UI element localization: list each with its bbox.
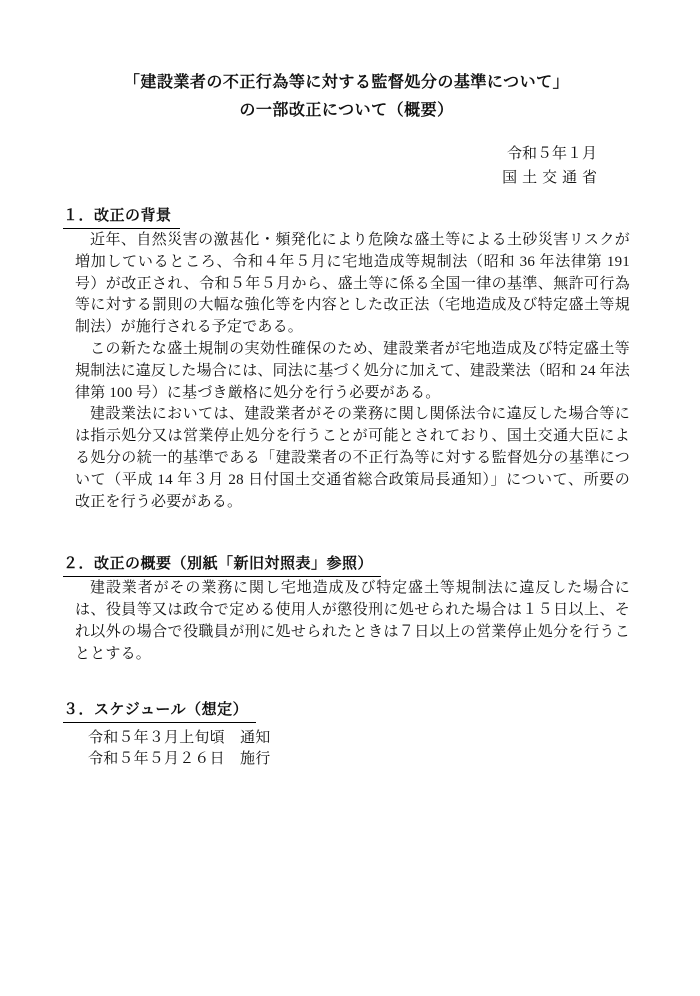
section-schedule: [63, 699, 630, 772]
section-revision-background: [63, 205, 630, 513]
document-title: [63, 69, 630, 125]
document-date: 令和５年１月: [506, 145, 597, 162]
section-3-heading: ３．スケジュール（想定）: [63, 699, 256, 723]
section-3-heading-row: [63, 699, 630, 723]
schedule-list: [63, 728, 630, 772]
schedule-item-enforcement: 令和５年５月２６日 施行: [88, 751, 271, 768]
section-1-paragraph-2: この新たな盛土規制の実効性確保のため、建設業者が宅地造成及び特定盛土等規制法に違反した場合には、同法に基づく処分に加えて、建設業法（昭和 24 年法律第 100 号）に基づき厳格に処分を行う必要がある。: [75, 340, 631, 401]
schedule-item-notification: 令和５年３月上旬頃 通知: [88, 729, 271, 746]
document-title-line-1: 「建設業者の不正行為等に対する監督処分の基準について」: [123, 74, 570, 91]
section-1-paragraph-3: 建設業法においては、建設業者がその業務に関し関係法令に違反した場合等には指示処分又は営業停止処分を行うことが可能とされており、国土交通大臣による処分の統一的基準である「建設業者の不正行為等に対する監督処分の基準について（平成 14 年３月 28 日付国土交通省総合政策局長通知）」について、所要の改正を行う必要がある。: [75, 406, 630, 510]
section-2-heading-row: [63, 553, 630, 577]
section-1-heading-row: [63, 205, 630, 229]
organization-name: 国土交通省: [502, 169, 602, 186]
document-title-line-2: の一部改正について（概要）: [239, 102, 454, 119]
section-2-paragraph-1: 建設業者がその業務に関し宅地造成及び特定盛土等規制法に違反した場合には、役員等又は政令で定める使用人が懲役刑に処せられた場合は１５日以上、それ以外の場合で役職員が刑に処せられたときは７日以上の営業停止処分を行うこととする。: [75, 580, 630, 662]
section-2-heading: ２．改正の概要（別紙「新旧対照表」参照）: [63, 553, 381, 577]
section-1-heading: １．改正の背景: [63, 205, 180, 229]
document-meta: [63, 142, 630, 190]
section-revision-overview: [63, 553, 630, 665]
section-1-paragraph-1: 近年、自然災害の激甚化・頻発化により危険な盛土等による土砂災害リスクが増加しているところ、令和４年５月に宅地造成等規制法（昭和 36 年法律第 191 号）が改正され、令和５年５月から、盛土等に係る全国一律の基準、無許可行為等に対する罰則の大幅な強化等を内容とした改正法（宅地造成及び特定盛土等規制法）が施行される予定である。: [75, 232, 630, 336]
